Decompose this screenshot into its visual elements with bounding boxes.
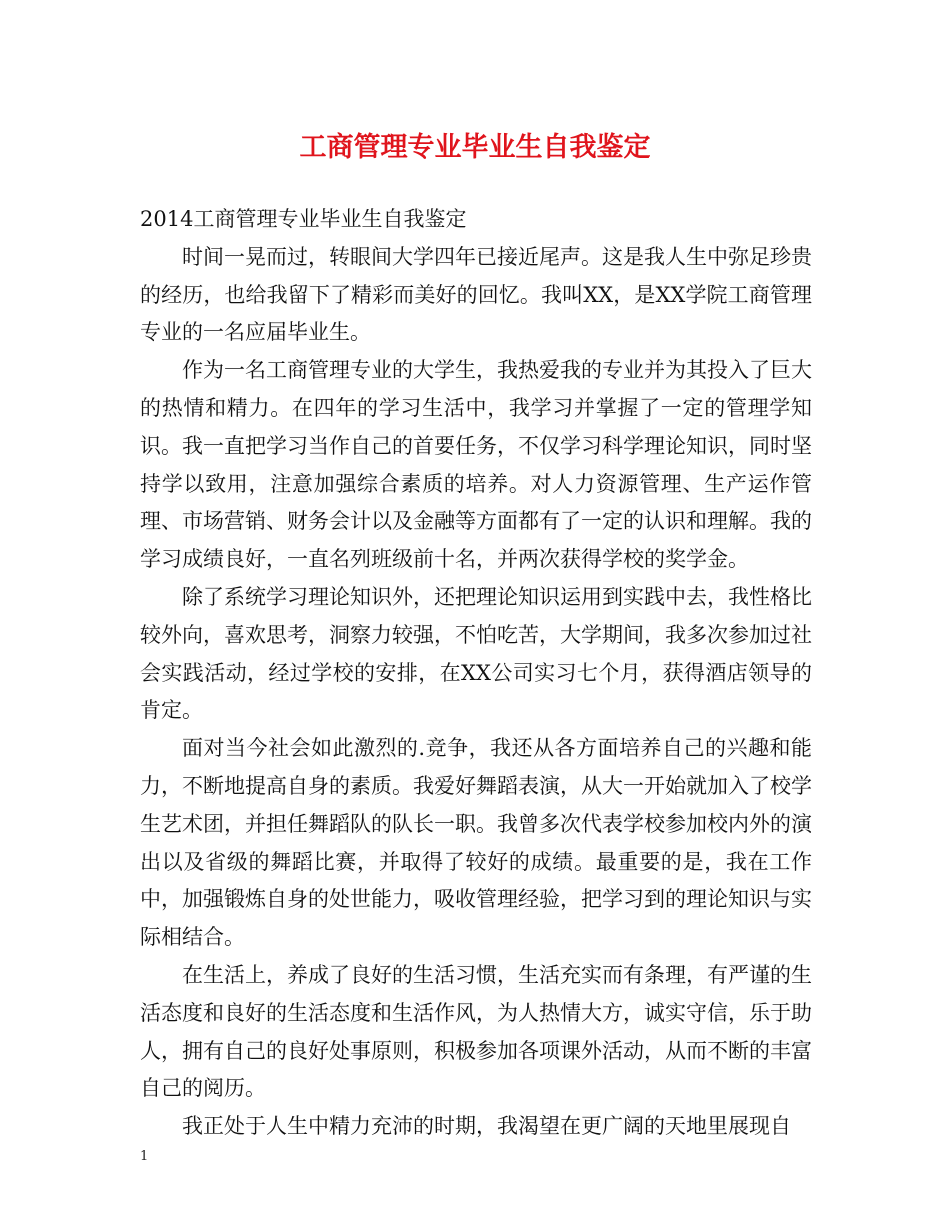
document-title: 工商管理专业毕业生自我鉴定 (299, 132, 651, 163)
paragraph-intro: 时间一晃而过，转眼间大学四年已接近尾声。这是我人生中弥足珍贵的经历，也给我留下了精彩而美好的回忆。我叫XX，是XX学院工商管理专业的一名应届毕业生。 (140, 244, 812, 345)
paragraph-outlook: 我正处于人生中精力充沛的时期，我渴望在更广阔的天地里展现自 (182, 1114, 791, 1139)
paragraph-life: 在生活上，养成了良好的生活习惯，生活充实而有条理，有严谨的生活态度和良好的生活态度和生活作风，为人热情大方，诚实守信，乐于助人，拥有自己的良好处事原则，积极参加各项课外活动，从而不断的丰富自己的阅历。 (140, 962, 812, 1101)
page-number: 1 (140, 1149, 149, 1164)
paragraph-practice: 除了系统学习理论知识外，还把理论知识运用到实践中去，我性格比较外向，喜欢思考，洞察力较强，不怕吃苦，大学期间，我多次参加过社会实践活动，经过学校的安排，在XX公司实习七个月，获得酒店领导的肯定。 (140, 584, 812, 723)
document-subtitle: 2014工商管理专业毕业生自我鉴定 (140, 207, 467, 231)
paragraph-abilities: 面对当今社会如此激烈的.竞争，我还从各方面培养自己的兴趣和能力，不断地提高自身的素质。我爱好舞蹈表演，从大一开始就加入了校学生艺术团，并担任舞蹈队的队长一职。我曾多次代表学校参加校内外的演出以及省级的舞蹈比赛，并取得了较好的成绩。最重要的是，我在工作中，加强锻炼自身的处世能力，吸收管理经验，把学习到的理论知识与实际相结合。 (140, 736, 812, 950)
paragraph-study: 作为一名工商管理专业的大学生，我热爱我的专业并为其投入了巨大的热情和精力。在四年的学习生活中，我学习并掌握了一定的管理学知识。我一直把学习当作自己的首要任务，不仅学习科学理论知识，同时坚持学以致用，注意加强综合素质的培养。对人力资源管理、生产运作管理、市场营销、财务会计以及金融等方面都有了一定的认识和理解。我的学习成绩良好，一直名列班级前十名，并两次获得学校的奖学金。 (140, 358, 812, 572)
document-body (140, 201, 812, 1146)
